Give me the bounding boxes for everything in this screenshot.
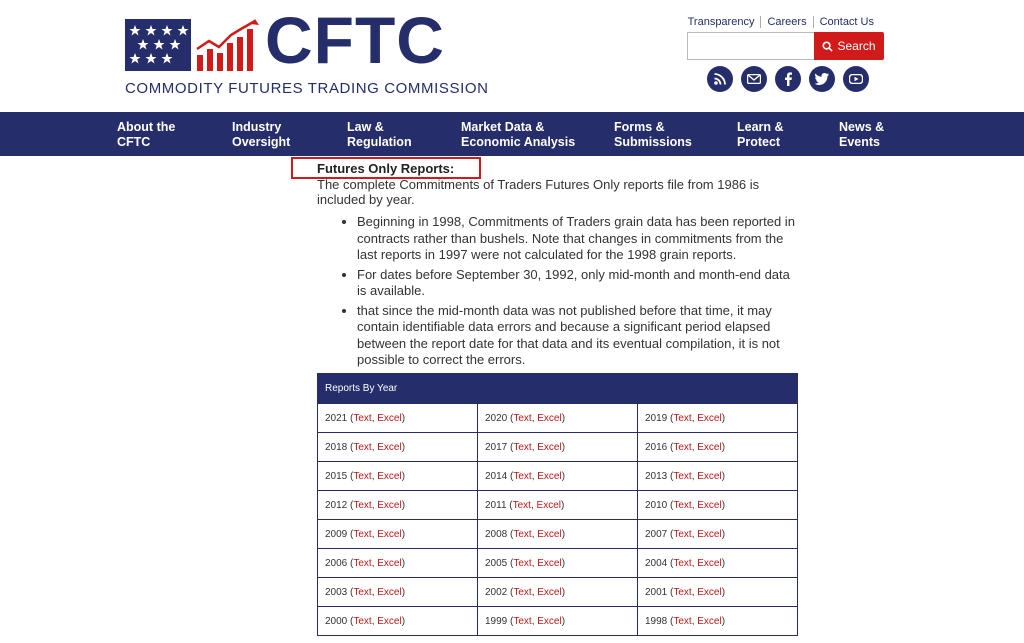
excel-report-link[interactable]: Excel: [537, 615, 562, 627]
excel-report-link[interactable]: Excel: [697, 412, 722, 424]
youtube-icon[interactable]: [843, 66, 869, 92]
nav-label-line2: Events: [839, 135, 880, 149]
logo-subtitle: COMMODITY FUTURES TRADING COMMISSION: [125, 80, 489, 97]
excel-report-link[interactable]: Excel: [377, 470, 402, 482]
excel-report-link[interactable]: Excel: [377, 499, 402, 511]
report-year-cell: 1998 (Text, Excel): [638, 607, 798, 636]
year-label: 2014: [485, 470, 508, 482]
report-year-cell: 2013 (Text, Excel): [638, 462, 798, 491]
year-label: 2018: [325, 441, 348, 453]
nav-label-line1: Industry: [232, 120, 282, 134]
excel-report-link[interactable]: Excel: [536, 499, 561, 511]
nav-label-line2: CFTC: [117, 135, 151, 149]
text-report-link[interactable]: Text: [513, 586, 532, 598]
text-report-link[interactable]: Text: [513, 470, 532, 482]
nav-about-cftc[interactable]: [117, 120, 237, 150]
cftc-logo[interactable]: [125, 3, 489, 99]
report-year-cell: 2016 (Text, Excel): [638, 433, 798, 462]
text-report-link[interactable]: Text: [513, 615, 532, 627]
bar-chart-icon: [195, 19, 261, 71]
nav-label-line1: About the: [117, 120, 176, 134]
intro-text: The complete Commitments of Traders Futures Only reports file from 1986 is included by year.: [317, 177, 760, 207]
table-row: [318, 491, 798, 520]
email-icon[interactable]: [741, 66, 767, 92]
year-label: 1999: [485, 615, 508, 627]
year-label: 2015: [325, 470, 348, 482]
site-header: [0, 0, 1024, 112]
excel-report-link[interactable]: Excel: [377, 557, 402, 569]
text-report-link[interactable]: Text: [353, 441, 372, 453]
table-row: [318, 607, 798, 636]
careers-link[interactable]: Careers: [760, 16, 812, 28]
text-report-link[interactable]: Text: [673, 441, 692, 453]
excel-report-link[interactable]: Excel: [537, 412, 562, 424]
year-label: 2019: [645, 412, 668, 424]
excel-report-link[interactable]: Excel: [697, 557, 722, 569]
nav-label-line2: Economic Analysis: [461, 135, 576, 149]
report-year-cell: 2019 (Text, Excel): [638, 404, 798, 433]
excel-report-link[interactable]: Excel: [537, 528, 562, 540]
excel-report-link[interactable]: Excel: [697, 615, 722, 627]
text-report-link[interactable]: Text: [353, 470, 372, 482]
excel-report-link[interactable]: Excel: [697, 528, 722, 540]
report-year-cell: 2004 (Text, Excel): [638, 549, 798, 578]
year-label: 2012: [325, 499, 348, 511]
transparency-link[interactable]: Transparency: [687, 16, 755, 28]
list-item: • that since the mid-month data was not published before that time, it may contain identifiable data errors and because a significant period elapsed between the report date for that data and its eventual compilation, it is not possible to correct the errors.: [357, 303, 797, 369]
nav-label-line1: Market Data &: [461, 120, 545, 134]
table-row: [318, 520, 798, 549]
year-label: 2021: [325, 412, 348, 424]
excel-report-link[interactable]: Excel: [377, 528, 402, 540]
table-row: [318, 404, 798, 433]
excel-report-link[interactable]: Excel: [697, 499, 722, 511]
nav-news-events[interactable]: [839, 120, 919, 150]
text-report-link[interactable]: Text: [673, 412, 692, 424]
year-label: 2008: [485, 528, 508, 540]
year-label: 2002: [485, 586, 508, 598]
text-report-link[interactable]: Text: [513, 412, 532, 424]
notes-list: [357, 214, 797, 369]
year-label: 2016: [645, 441, 668, 453]
reports-by-year-table: [317, 373, 798, 636]
year-label: 2000: [325, 615, 348, 627]
page-title: Futures Only Reports:: [317, 161, 455, 176]
year-label: 2006: [325, 557, 348, 569]
excel-report-link[interactable]: Excel: [537, 470, 562, 482]
text-report-link[interactable]: Text: [513, 557, 532, 569]
report-year-cell: 2014 (Text, Excel): [478, 462, 638, 491]
report-year-cell: 2020 (Text, Excel): [478, 404, 638, 433]
report-year-cell: 2017 (Text, Excel): [478, 433, 638, 462]
text-report-link[interactable]: Text: [673, 586, 692, 598]
nav-market-data[interactable]: [461, 120, 601, 150]
year-label: 2005: [485, 557, 508, 569]
nav-industry-oversight[interactable]: [232, 120, 352, 150]
social-links: [707, 66, 869, 92]
report-year-cell: 2012 (Text, Excel): [318, 491, 478, 520]
year-label: 2020: [485, 412, 508, 424]
search-icon: [822, 41, 833, 52]
nav-label-line2: Oversight: [232, 135, 291, 149]
report-year-cell: 2010 (Text, Excel): [638, 491, 798, 520]
nav-law-regulation[interactable]: [347, 120, 467, 150]
nav-forms-submissions[interactable]: [614, 120, 734, 150]
main-content: [317, 161, 797, 372]
excel-report-link[interactable]: Excel: [377, 615, 402, 627]
year-label: 2009: [325, 528, 348, 540]
nav-label-line1: News &: [839, 120, 885, 134]
text-report-link[interactable]: Text: [513, 441, 532, 453]
contact-us-link[interactable]: Contact Us: [813, 16, 880, 28]
text-report-link[interactable]: Text: [353, 528, 372, 540]
table-row: [318, 578, 798, 607]
year-label: 2017: [485, 441, 508, 453]
report-year-cell: 2000 (Text, Excel): [318, 607, 478, 636]
excel-report-link[interactable]: Excel: [377, 441, 402, 453]
nav-label-line2: Protect: [737, 135, 781, 149]
nav-label-line2: Regulation: [347, 135, 412, 149]
list-item: • For dates before September 30, 1992, only mid-month and month-end data is available.: [357, 267, 797, 300]
main-nav: [0, 112, 1024, 156]
excel-report-link[interactable]: Excel: [537, 586, 562, 598]
report-year-cell: 2002 (Text, Excel): [478, 578, 638, 607]
excel-report-link[interactable]: Excel: [377, 412, 402, 424]
report-year-cell: 2008 (Text, Excel): [478, 520, 638, 549]
year-label: 2011: [485, 499, 507, 511]
report-year-cell: 2007 (Text, Excel): [638, 520, 798, 549]
text-report-link[interactable]: Text: [353, 412, 372, 424]
search-button-label: Search: [837, 39, 876, 53]
report-year-cell: 2006 (Text, Excel): [318, 549, 478, 578]
table-row: [318, 462, 798, 491]
text-report-link[interactable]: Text: [512, 499, 531, 511]
text-report-link[interactable]: Text: [673, 557, 692, 569]
report-year-cell: 2018 (Text, Excel): [318, 433, 478, 462]
text-report-link[interactable]: Text: [353, 586, 372, 598]
logo-wordmark: CFTC: [265, 3, 445, 77]
report-year-cell: 2009 (Text, Excel): [318, 520, 478, 549]
search-input[interactable]: [687, 32, 814, 60]
facebook-icon[interactable]: [775, 66, 801, 92]
text-report-link[interactable]: Text: [353, 615, 372, 627]
report-year-cell: 2021 (Text, Excel): [318, 404, 478, 433]
utility-links: [682, 16, 880, 28]
table-row: [318, 433, 798, 462]
list-item: • Beginning in 1998, Commitments of Traders grain data has been reported in contracts rather than bushels. Note that changes in commitments from the last reports in 1997 were not calculated for the 1998 grain reports.: [357, 214, 797, 264]
excel-report-link[interactable]: Excel: [697, 586, 722, 598]
search-form: [687, 32, 884, 60]
nav-label-line2: Submissions: [614, 135, 692, 149]
year-label: 2003: [325, 586, 348, 598]
report-year-cell: 2011 (Text, Excel): [478, 491, 638, 520]
twitter-icon[interactable]: [809, 66, 835, 92]
text-report-link[interactable]: Text: [353, 499, 372, 511]
excel-report-link[interactable]: Excel: [697, 441, 722, 453]
table-header: Reports By Year: [318, 374, 798, 404]
text-report-link[interactable]: Text: [513, 528, 532, 540]
search-button[interactable]: [814, 32, 884, 60]
excel-report-link[interactable]: Excel: [697, 470, 722, 482]
report-year-cell: 2003 (Text, Excel): [318, 578, 478, 607]
year-label: 2007: [645, 528, 668, 540]
report-year-cell: 1999 (Text, Excel): [478, 607, 638, 636]
text-report-link[interactable]: Text: [673, 528, 692, 540]
year-label: 2004: [645, 557, 668, 569]
text-report-link[interactable]: Text: [353, 557, 372, 569]
table-row: [318, 549, 798, 578]
year-label: 2013: [645, 470, 668, 482]
flag-stars-icon: [125, 19, 191, 71]
year-label: 2010: [645, 499, 668, 511]
excel-report-link[interactable]: Excel: [537, 557, 562, 569]
excel-report-link[interactable]: Excel: [377, 586, 402, 598]
text-report-link[interactable]: Text: [673, 615, 692, 627]
nav-label-line1: Law &: [347, 120, 384, 134]
year-label: 2001: [645, 586, 668, 598]
report-year-cell: 2005 (Text, Excel): [478, 549, 638, 578]
nav-label-line1: Forms &: [614, 120, 665, 134]
text-report-link[interactable]: Text: [673, 470, 692, 482]
excel-report-link[interactable]: Excel: [537, 441, 562, 453]
year-label: 1998: [645, 615, 668, 627]
rss-icon[interactable]: [707, 66, 733, 92]
nav-label-line1: Learn &: [737, 120, 784, 134]
table-body: [318, 404, 798, 636]
report-year-cell: 2015 (Text, Excel): [318, 462, 478, 491]
text-report-link[interactable]: Text: [673, 499, 692, 511]
report-year-cell: 2001 (Text, Excel): [638, 578, 798, 607]
